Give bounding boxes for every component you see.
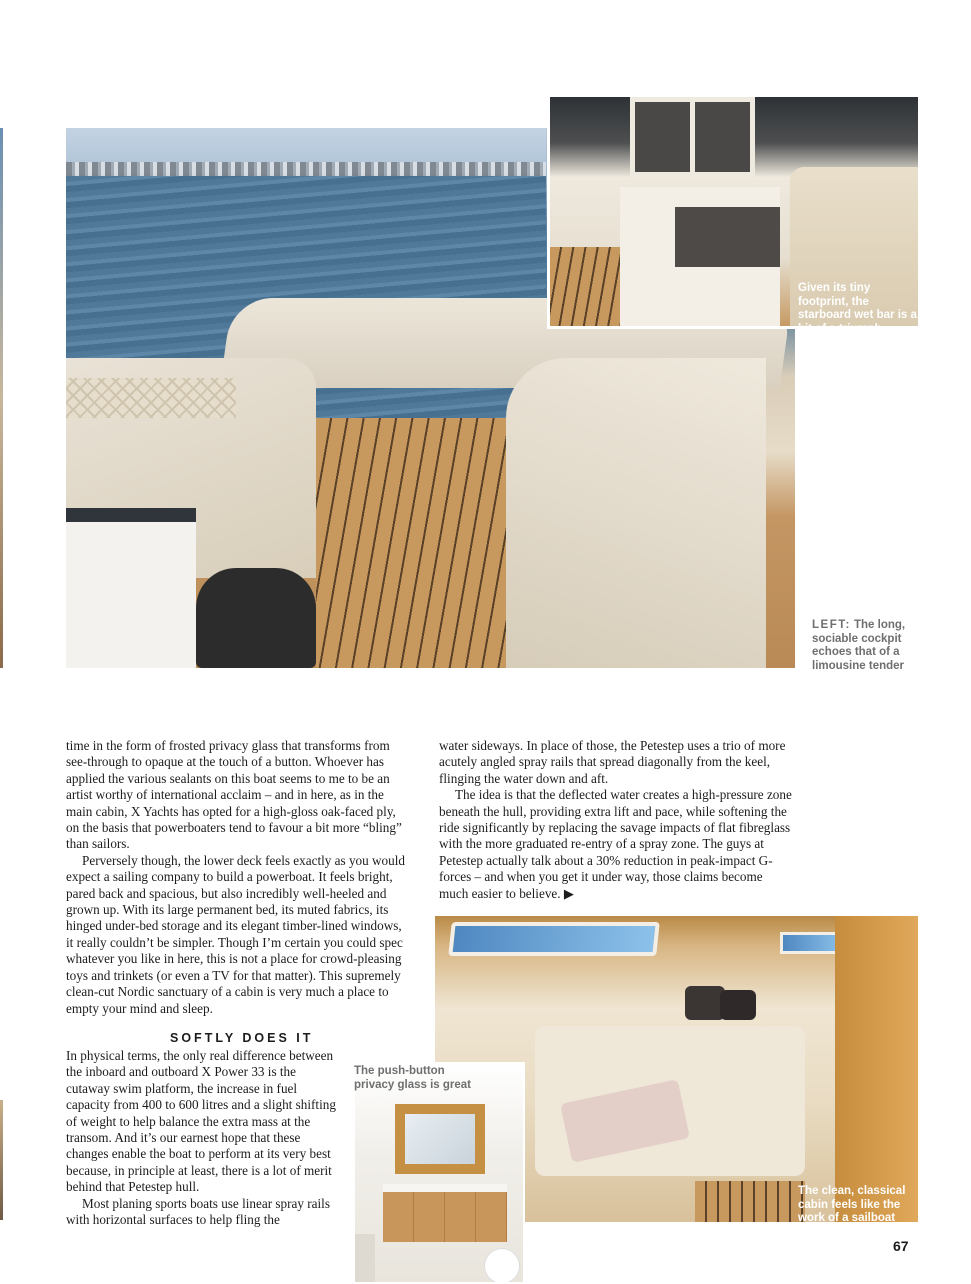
left-column-lower: [66, 1048, 336, 1228]
right-column: [439, 738, 794, 902]
paragraph: water sideways. In place of those, the Petestep uses a trio of more acutely angled spray rails that spread diagonally from the keel, flinging the water down and aft.: [439, 738, 786, 786]
paragraph: Perversely though, the lower deck feels exactly as you would expect a sailing company to build a powerboat. It feels bright, pared back and spacious, but also incredibly well-heeled and grown up. With its large permanent bed, its muted fabrics, its hinged under-bed storage and its elegant timber-lined windows, it really couldn’t be simpler. Though I’m certain you could spec whatever you like in here, this is not a place for crowd-pleasing toys and trinkets (or even a TV for that matter). This supremely clean-cut Nordic sanctuary of a cabin is very much a place to empty your mind and sleep.: [66, 852, 405, 1016]
cabin-caption: The clean, classical cabin feels like the work of a sailboat builder: [798, 1185, 906, 1238]
caption-lead: LEFT:: [812, 619, 851, 631]
page-edge-strip: [0, 128, 3, 668]
section-heading: SOFTLY DOES IT: [170, 1031, 314, 1045]
head-caption: The push-button privacy glass is great: [354, 1065, 471, 1091]
left-column: [66, 738, 411, 1017]
paragraph: Most planing sports boats use linear spray rails with horizontal surfaces to help fling the: [66, 1195, 330, 1228]
paragraph: In physical terms, the only real difference between the inboard and outboard X Power 33 is the cutaway swim platform, the increase in fuel capacity from 400 to 600 litres and a slight shifting of weight to help balance the extra mass at the transom. And it’s our earnest hope that these changes enable the boat to perform at its very best because, in principle at least, there is a lot of merit behind that Petestep hull.: [66, 1048, 336, 1195]
cockpit-caption-text: The long, sociable cockpit echoes that of a limousine tender: [812, 619, 906, 672]
wet-bar-caption: Given its tiny footprint, the starboard wet bar is a bit of a triumph: [798, 282, 917, 335]
page-number: 67: [893, 1238, 909, 1254]
paragraph: The idea is that the deflected water creates a high-pressure zone beneath the hull, providing extra lift and pace, while softening the ride significantly by replacing the savage impacts of flat fibreglass with the more graduated re-entry of a spray zone. The guys at Petestep actually talk about a 30% reduction in peak-impact G-forces – and when you get it under way, those claims become much easier to believe. ▶: [439, 787, 792, 901]
cockpit-caption: [812, 619, 932, 673]
page-edge-strip-lower: [0, 1100, 3, 1220]
head-photo: [353, 1062, 525, 1284]
paragraph: time in the form of frosted privacy glass that transforms from see-through to opaque at the touch of a button. Whoever has applied the various sealants on this boat seems to me to be an artist worthy of international acclaim – and in here, as in the main cabin, X Yachts has opted for a high-gloss oak-faced ply, on the basis that powerboaters tend to favour a bit more “bling” than sailors.: [66, 738, 402, 852]
